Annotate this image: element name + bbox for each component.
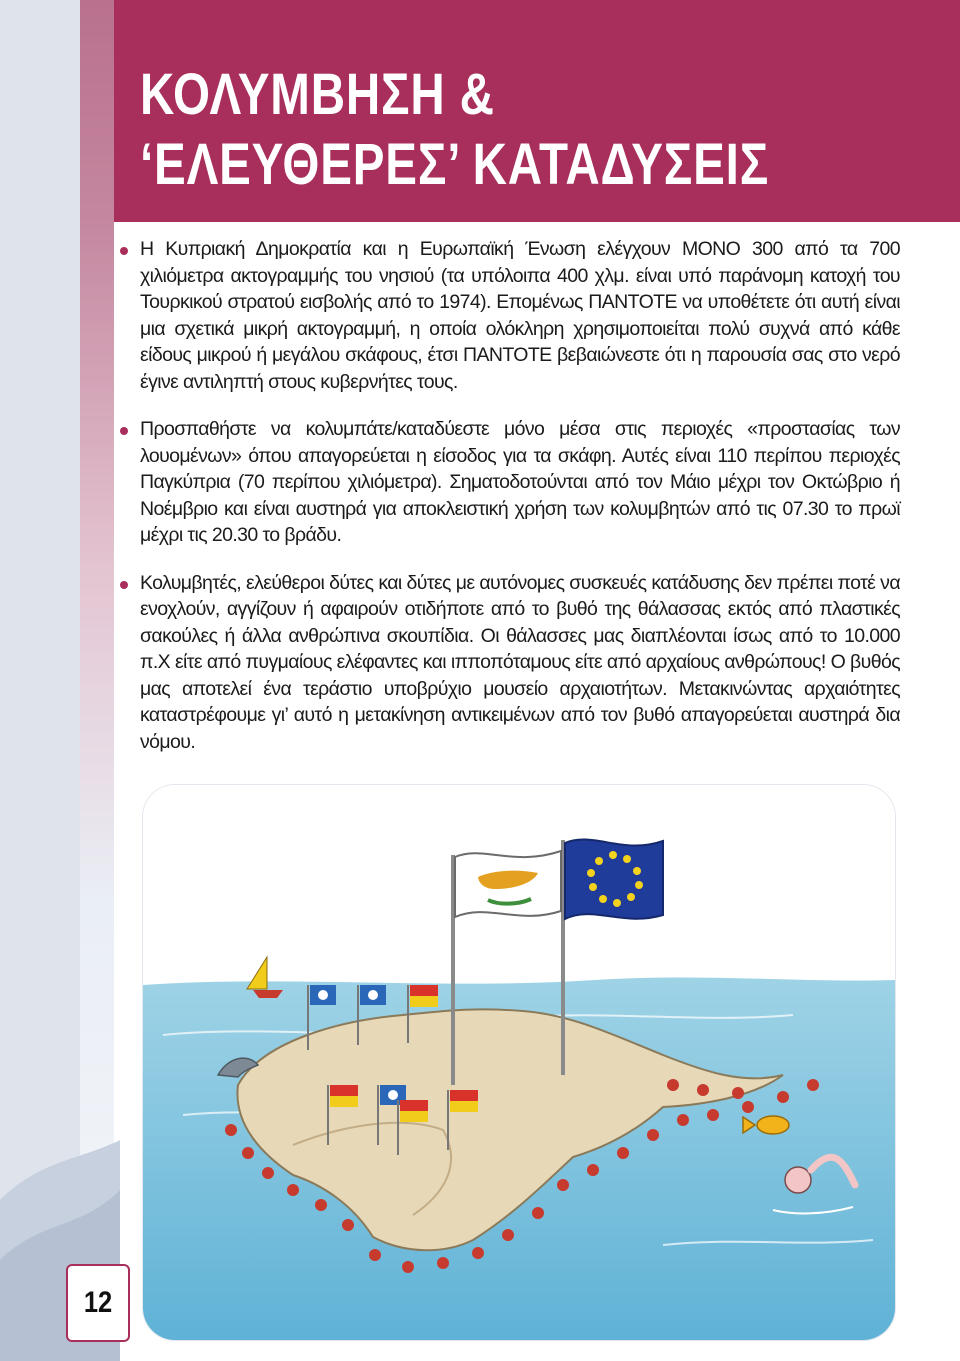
body-text [120,236,900,776]
illustration-canvas [143,785,895,1340]
paragraph-swim-zones [120,416,900,549]
bullet-icon [120,247,128,255]
title-line-2: ‘ΕΛΕΥΘΕΡΕΣ’ ΚΑΤΑΔΥΣΕΙΣ [140,132,770,197]
paragraph-seabed-text: Κολυμβητές, ελεύθεροι δύτες και δύτες με αυτόνομες συσκευές κατάδυσης δεν πρέπει ποτέ να ενοχλούν, αγγίζουν ή αφαιρούν οτιδήποτε από το βυθό της θάλασσας εκτός από πλαστικές σακούλες ή άλλα ανθρώπινα σκουπίδια. Οι θάλασσες μας διαπλέονται ίσως από το 10.000 π.Χ είτε από πυγμαίους ελέφαντες και ιπποπόταμους είτε από αρχαίους ανθρώπους! Ο βυθός μας αποτελεί ένα τεράστιο υποβρύχιο μουσείο αρχαιοτήτων. Μετακινώντας αρχαιότητες καταστρέφουμε γι’ αυτό η μετακίνηση αντικειμένων από τον βυθό απαγορεύεται αυστηρά δια νόμου. [140,571,900,753]
title-line-1: ΚΟΛΥΜΒΗΣΗ & [140,62,495,127]
paragraph-seabed [120,570,900,756]
page-number: 12 [83,1286,113,1319]
cyprus-flag-icon [455,851,561,917]
eu-flag-icon [565,840,663,919]
bullet-icon [120,581,128,589]
page-number-badge [66,1264,130,1342]
paragraph-coastline [120,236,900,395]
bullet-icon [120,427,128,435]
page-title [140,60,769,200]
paragraph-swim-zones-text: Προσπαθήστε να κολυμπάτε/καταδύεστε μόνο μέσα στις περιοχές «προστασίας των λουομένων» όπου απαγορεύεται η είσοδος για τα σκάφη. Αυτές είναι 110 περίπου περιοχές Παγκύπρια (70 περίπου χιλιόμετρα). Σηματοδοτούνται από τον Μάιο μέχρι τον Οκτώβριο ή Νοέμβριο και είναι αυστηρά για αποκλειστική χρήση των κολυμβητών από τις 07.30 το πρωϊ μέχρι τις 20.30 το βράδυ. [140,418,900,546]
paragraph-coastline-text: Η Κυπριακή Δημοκρατία και η Ευρωπαϊκή Ένωση ελέγχουν ΜΟΝΟ 300 από τα 700 χιλιόμετρα ακτογραμμής του νησιού (τα υπόλοιπα 400 χλμ. είναι υπό παράνομη κατοχή του Τουρκικού στρατού εισβολής από το 1974). Επομένως ΠΑΝΤΟΤΕ να υποθέτετε ότι αυτή είναι μια σχετικά μικρή ακτογραμμή, η οποία ολόκληρη χρησιμοποιείται πολύ συχνά από κάθε είδους μικρού ή μεγάλου σκάφους, έτσι ΠΑΝΤΟΤΕ βεβαιώνεστε ότι η παρουσία σας στο νερό έγινε αντιληπτή στους κυβερνήτες τους. [140,238,900,393]
cyprus-coast-illustration [143,785,895,1340]
